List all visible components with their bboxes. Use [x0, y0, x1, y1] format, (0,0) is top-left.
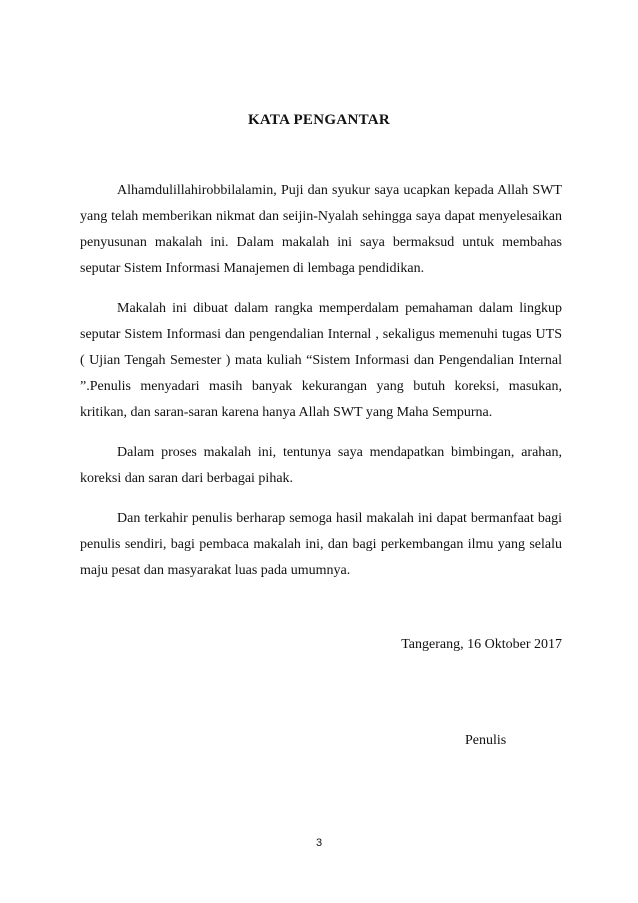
page-number: 3 [315, 837, 323, 849]
paragraph-3: Dalam proses makalah ini, tentunya saya mendapatkan bimbingan, arahan, koreksi dan saran dari berbagai pihak. [80, 445, 562, 486]
document-body [80, 178, 562, 598]
paragraph-2: Makalah ini dibuat dalam rangka memperdalam pemahaman dalam lingkup seputar Sistem Informasi dan pengendalian Internal , sekaligus memenuhi tugas UTS ( Ujian Tengah Semester ) mata kuliah “Sistem Informasi dan Pengendalian Internal ”.Penulis menyadari masih banyak kekurangan yang butuh koreksi, masukan, kritikan, dan saran-saran karena hanya Allah SWT yang Maha Sempurna. [80, 301, 562, 420]
place-and-date: Tangerang, 16 Oktober 2017 [401, 637, 562, 652]
page-title: KATA PENGANTAR [247, 112, 391, 128]
paragraph-1: Alhamdulillahirobbilalamin, Puji dan syukur saya ucapkan kepada Allah SWT yang telah memberikan nikmat dan seijin-Nyalah sehingga saya dapat menyelesaikan penyusunan makalah ini. Dalam makalah ini saya bermaksud untuk membahas seputar Sistem Informasi Manajemen di lembaga pendidikan. [80, 183, 562, 276]
paragraph-4: Dan terkahir penulis berharap semoga hasil makalah ini dapat bermanfaat bagi penulis sendiri, bagi pembaca makalah ini, dan bagi perkembangan ilmu yang selalu maju pesat dan masyarakat luas pada umumnya. [80, 511, 562, 578]
author-signature: Penulis [465, 733, 507, 748]
